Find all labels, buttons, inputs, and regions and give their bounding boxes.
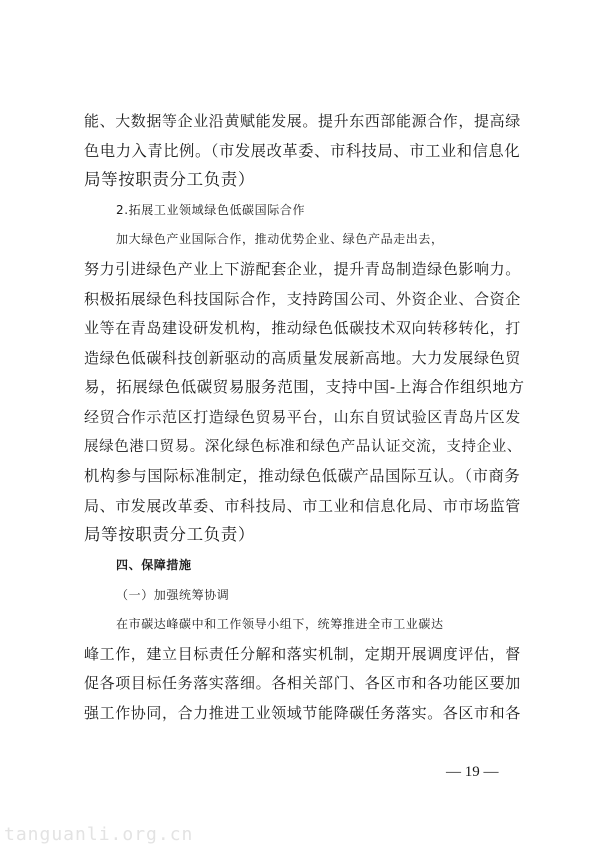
body-text-line: 积极拓展绿色科技国际合作，支持跨国公司、外资企业、合资企	[84, 289, 521, 308]
section-heading: 四、保障措施	[116, 558, 192, 572]
body-text-line: 展绿色港口贸易。深化绿色标准和绿色产品认证交流，支持企业、	[84, 438, 522, 455]
body-text-line: 加大绿色产业国际合作，推动优势企业、绿色产品走出去，	[116, 232, 444, 247]
body-text-line: 促各项目标任务落实落细。各相关部门、各区市和各功能区要加	[84, 674, 521, 693]
section-subheading: 2.拓展工业领域绿色低碳国际合作	[116, 202, 306, 217]
body-text-line: 努力引进绿色产业上下游配套企业，提升青岛制造绿色影响力。	[84, 260, 521, 278]
body-text-line: 易，拓展绿色低碳贸易服务范围，支持中国-上海合作组织地方	[84, 378, 525, 397]
body-text-line: 强工作协同，合力推进工业领域节能降碳任务落实。各区市和各	[84, 704, 521, 722]
body-text-line: 业等在青岛建设研发机构，推动绿色低碳技术双向转移转化，打	[84, 319, 521, 338]
body-text-line: 在市碳达峰碳中和工作领导小组下，统筹推进全市工业碳达	[116, 617, 444, 632]
body-text-line: 局、市发展改革委、市科技局、市工业和信息化局、市市场监管	[84, 496, 521, 515]
body-text-line: 峰工作，建立目标责任分解和落实机制，定期开展调度评估，督	[84, 644, 521, 663]
body-text-line: 能、大数据等企业沿黄赋能发展。提升东西部能源合作，提高绿	[84, 112, 521, 130]
site-watermark: tanguanli.org.cn	[4, 824, 194, 845]
body-text-line: 色电力入青比例。（市发展改革委、市科技局、市工业和信息化	[84, 141, 521, 160]
body-text-line: 造绿色低碳科技创新驱动的高质量发展新高地。大力发展绿色贸	[84, 348, 521, 367]
body-text-line: 经贸合作示范区打造绿色贸易平台，山东自贸试验区青岛片区发	[84, 408, 521, 426]
body-text-line: 机构参与国际标准制定，推动绿色低碳产品国际互认。（市商务	[84, 467, 521, 486]
body-text-line: 局等按职责分工负责）	[84, 170, 255, 190]
section-subheading: （一）加强统筹协调	[116, 587, 230, 602]
page-number: — 19 —	[446, 764, 499, 780]
body-text-line: 局等按职责分工负责）	[84, 525, 255, 545]
